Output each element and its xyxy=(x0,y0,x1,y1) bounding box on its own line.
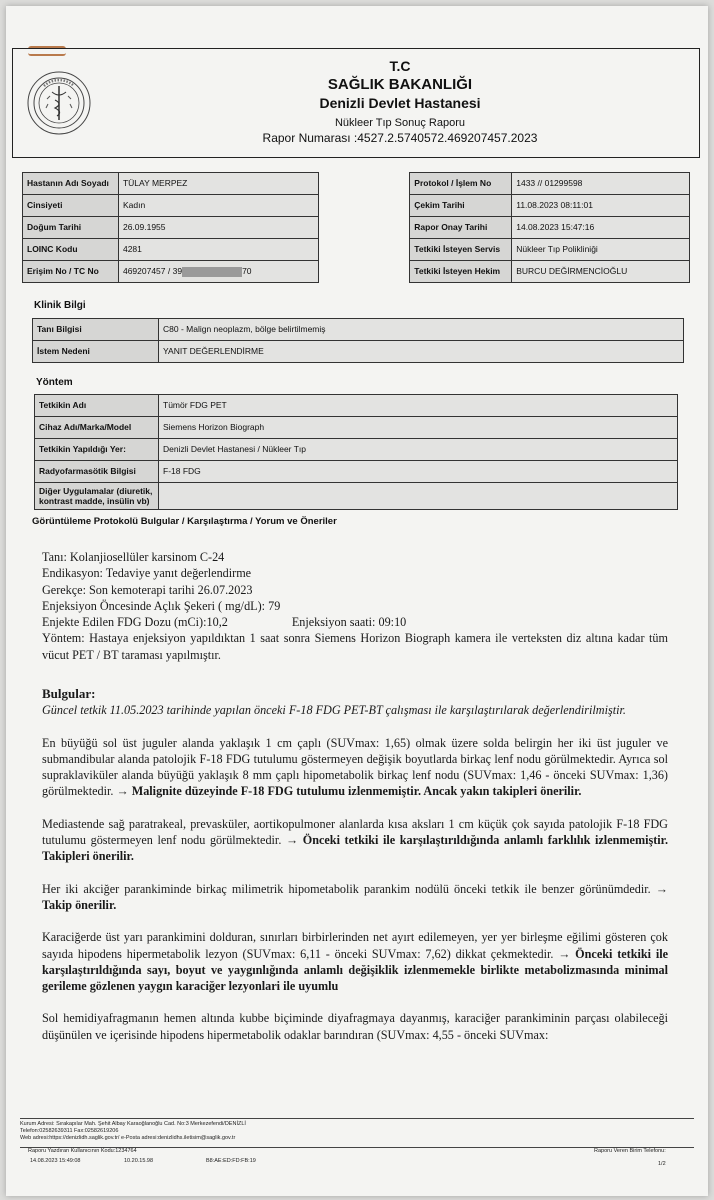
findings-block xyxy=(42,686,668,1043)
footer-phone: Telefon:02582639311 Fax:02582619206 xyxy=(20,1128,119,1134)
table-row xyxy=(23,261,690,283)
finding-paragraph-1 xyxy=(42,735,668,800)
finding-paragraph-2 xyxy=(42,816,668,865)
protocol-value: 1433 // 01299598 xyxy=(512,173,690,195)
table-row xyxy=(35,439,678,461)
table-row xyxy=(23,195,690,217)
dose-line xyxy=(42,614,668,630)
patient-info-table xyxy=(22,172,690,283)
scan-date-value: 11.08.2023 08:11:01 xyxy=(512,195,690,217)
footer-unit-phone-label: Raporu Veren Birim Telefonu: xyxy=(594,1148,666,1154)
ministry-name: SAĞLIK BAKANLIĞI xyxy=(327,76,473,93)
other-applications-label: Diğer Uygulamalar (diuretik, kontrast madde, insülin vb) xyxy=(35,483,159,510)
footer-address: Kurum Adresi: Sırakapılar Mah. Şehit Albay Karaoğlanoğlu Cad. No:3 Merkezefendi/DENİZLİ xyxy=(20,1121,246,1127)
requesting-doctor-label: Tetkiki İsteyen Hekim xyxy=(410,261,512,283)
test-name-value: Tümör FDG PET xyxy=(159,395,678,417)
page-number: 1/2 xyxy=(658,1161,666,1167)
redacted-block xyxy=(182,267,242,277)
loinc-label: LOINC Kodu xyxy=(23,239,119,261)
birth-date-label: Doğum Tarihi xyxy=(23,217,119,239)
diagnosis-value: C80 - Malign neoplazm, bölge belirtilmemiş xyxy=(159,319,684,341)
finding-paragraph-5: Sol hemidiyafragmanın hemen altında kubbe biçiminde diyafragmaya dayanmış, karaciğer parankiminin parçası olabileceği düşünülen ve içerisinde hipodens hipermetabolik odaklar barındıran (SUVmax: 4,55 - önceki SUVmax: xyxy=(42,1011,668,1042)
yontem-title: Yöntem xyxy=(36,377,73,388)
footer-ip: 10.20.15.98 xyxy=(124,1158,154,1164)
location-label: Tetkikin Yapıldığı Yer: xyxy=(35,439,159,461)
table-row xyxy=(23,173,690,195)
protocol-section-title: Görüntüleme Protokolü Bulgular / Karşılaştırma / Yorum ve Öneriler xyxy=(32,516,337,527)
patient-name-value: TÜLAY MERPEZ xyxy=(118,173,318,195)
report-type: Nükleer Tıp Sonuç Raporu xyxy=(334,117,466,129)
finding-4-conclusion: Önceki tetkiki ile karşılaştırıldığında sayı, boyut ve yaygınlığında anlamlı değişiklik izlenmemekle birlikte metabolizmasında minimal gerileme gözlenen yaygın karaciğer lezyonlari ile uyumlu xyxy=(42,946,669,994)
yontem-table xyxy=(34,394,678,510)
access-no-value xyxy=(118,261,318,283)
gender-value: Kadın xyxy=(118,195,318,217)
finding-2-text: Mediastende sağ paratrakeal, prevasküler, aortikopulmoner alanlarda kısa aksları 1 cm küçük çok sayıda patolojik F-18 FDG tutulumu göstermeyen lenf nodu görülmektedir. → xyxy=(42,816,668,848)
finding-1-conclusion: Malignite düzeyinde F-18 FDG tutulumu izlenmemiştir. Ancak yakın takipleri önerilir. xyxy=(131,784,582,799)
footer-user-code: Raporu Yazdıran Kullanıcının Kodu:1234764 xyxy=(28,1148,137,1154)
approval-date-value: 14.08.2023 15:47:16 xyxy=(512,217,690,239)
table-row xyxy=(33,341,684,363)
footer-web: Web adresi:https://denizlidh.saglik.gov.tr/ e-Posta adresi:denizlidhs.iletisim@saglik.gov.tr xyxy=(20,1135,236,1141)
report-title-block xyxy=(220,58,580,145)
test-name-label: Tetkikin Adı xyxy=(35,395,159,417)
device-label: Cihaz Adı/Marka/Model xyxy=(35,417,159,439)
footer-address-box xyxy=(20,1118,694,1148)
injection-time-text: Enjeksiyon saati: 09:10 xyxy=(291,615,407,630)
table-row xyxy=(23,217,690,239)
footer-mac: B8:AE:ED:FD:FB:19 xyxy=(206,1158,256,1164)
device-value: Siemens Horizon Biograph xyxy=(159,417,678,439)
approval-date-label: Rapor Onay Tarihi xyxy=(410,217,512,239)
finding-3-conclusion: Takip önerilir. xyxy=(42,897,117,912)
radiopharm-label: Radyofarmasötik Bilgisi xyxy=(35,461,159,483)
ministry-logo-icon xyxy=(26,70,92,136)
table-row xyxy=(35,461,678,483)
scan-date-label: Çekim Tarihi xyxy=(410,195,512,217)
klinik-bilgi-title: Klinik Bilgi xyxy=(34,300,86,311)
access-no-label: Erişim No / TC No xyxy=(23,261,119,283)
method-paragraph: Yöntem: Hastaya enjeksiyon yapıldıktan 1 saat sonra Siemens Horizon Biograph kamera ile verteksten diz altına kadar tüm vücut PET / BT taraması yapılmıştır. xyxy=(42,631,668,662)
finding-paragraph-4 xyxy=(42,929,668,994)
findings-title: Bulgular: xyxy=(42,686,96,701)
footer-print-date: 14.08.2023 15:49:08 xyxy=(30,1158,81,1164)
findings-intro: Güncel tetkik 11.05.2023 tarihinde yapılan önceki F-18 FDG PET-BT çalışması ile karşılaştırılarak değerlendirilmiştir. xyxy=(42,703,626,718)
other-applications-value xyxy=(159,483,678,510)
country-line: T.C xyxy=(389,58,411,74)
gender-label: Cinsiyeti xyxy=(23,195,119,217)
requesting-doctor-value: BURCU DEĞİRMENCİOĞLU xyxy=(512,261,690,283)
protocol-label: Protokol / İşlem No xyxy=(410,173,512,195)
hospital-name: Denizli Devlet Hastanesi xyxy=(319,95,481,111)
access-no-part2: 70 xyxy=(242,266,252,276)
request-reason-label: İstem Nedeni xyxy=(33,341,159,363)
table-row xyxy=(35,483,678,510)
finding-4-text: Karaciğerde üst yarı parankimini dolduran, sınırları birbirlerinden net ayırt edilemeyen, yer yer birleşme eğilimi gösteren çok sayıda hipodens hipermetabolik lezyon (SUVmax: 6,11 - önceki SUVmax: 7,62) dikkat çekmektedir. → xyxy=(42,930,668,961)
request-reason-value: YANIT DEĞERLENDİRME xyxy=(159,341,684,363)
patient-name-label: Hastanın Adı Soyadı xyxy=(23,173,119,195)
table-row xyxy=(35,395,678,417)
finding-paragraph-3 xyxy=(42,881,668,914)
intro-block xyxy=(42,549,668,663)
diagnosis-label: Tanı Bilgisi xyxy=(33,319,159,341)
requesting-service-value: Nükleer Tıp Polikliniği xyxy=(512,239,690,261)
reason-line: Gerekçe: Son kemoterapi tarihi 26.07.2023 xyxy=(42,582,253,597)
klinik-bilgi-table xyxy=(32,318,684,363)
location-value: Denizli Devlet Hastanesi / Nükleer Tıp xyxy=(159,439,678,461)
requesting-service-label: Tetkiki İsteyen Servis xyxy=(410,239,512,261)
access-no-part1: 469207457 / 39 xyxy=(122,266,183,276)
finding-3-text: Her iki akciğer parankiminde birkaç milimetrik hipometabolik parankim nodülü önceki tetkik ile benzer görünümdedir. → xyxy=(42,881,668,896)
table-row xyxy=(33,319,684,341)
finding-2-conclusion: Önceki tetkiki ile karşılaştırıldığında anlamlı farklılık izlenmemiştir. Takipleri önerilir. xyxy=(42,833,669,864)
dose-text: Enjekte Edilen FDG Dozu (mCi):10,2 xyxy=(42,615,228,630)
birth-date-value: 26.09.1955 xyxy=(118,217,318,239)
report-number: Rapor Numarası :4527.2.5740572.469207457.2023 xyxy=(262,131,538,145)
diagnosis-line: Tanı: Kolanjiosellüler karsinom C-24 xyxy=(42,550,225,564)
table-row xyxy=(35,417,678,439)
table-row xyxy=(23,239,690,261)
loinc-value: 4281 xyxy=(118,239,318,261)
indication-line: Endikasyon: Tedaviye yanıt değerlendirme xyxy=(42,566,252,581)
finding-1-text: En büyüğü sol üst juguler alanda yaklaşık 1 cm çaplı (SUVmax: 1,65) olmak üzere solda belirgin her iki üst juguler ve submandibular alanda patolojik F-18 FDG tutulumu göstermeyen değişik boyutlarda birkaç lenf nodu görülmektedir. Ayrıca sol supraklaviküler alanda büyüğü yaklaşık 8 mm çaplı hipometabolik birkaç lenf nodu (SUVmax: 1,46 - önceki SUVmax: 1,36) görülmektedir. → xyxy=(42,735,668,799)
radiopharm-value: F-18 FDG xyxy=(159,461,678,483)
glucose-line: Enjeksiyon Öncesinde Açlık Şekeri ( mg/dL): 79 xyxy=(42,598,281,613)
